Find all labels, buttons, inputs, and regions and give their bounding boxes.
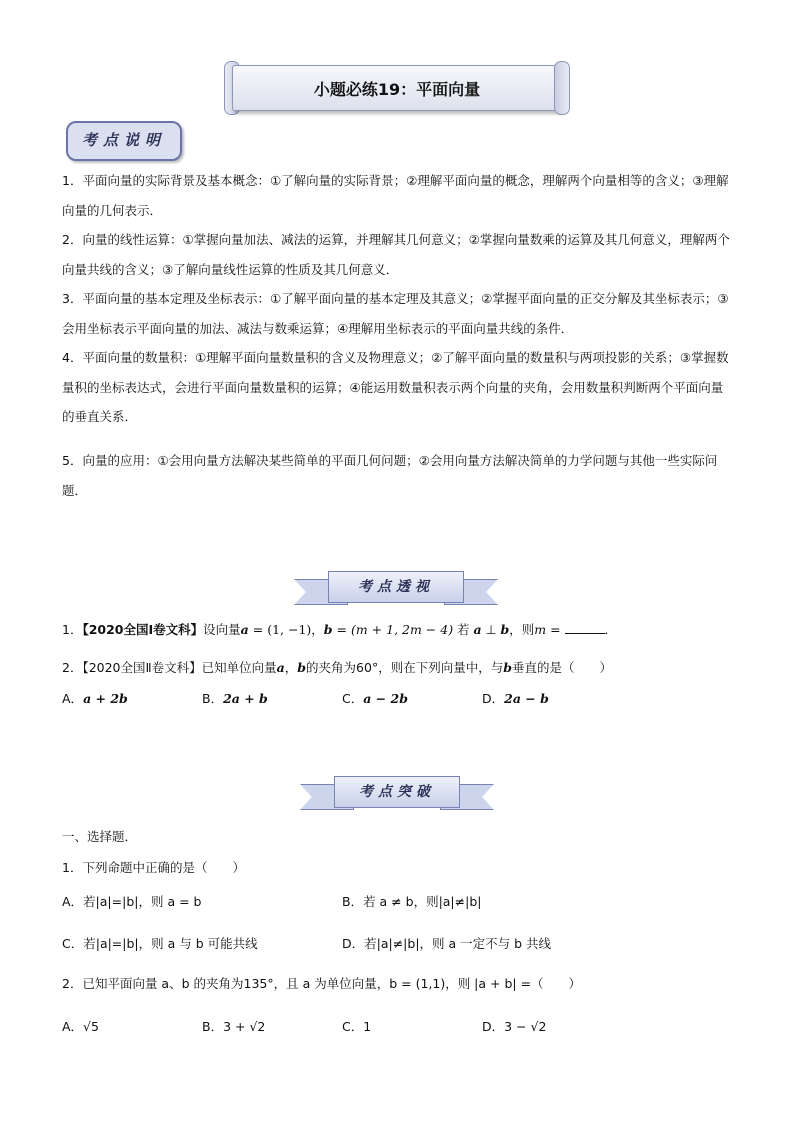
q2-vector-b: b <box>297 660 307 675</box>
q1-text-3: ，则 <box>509 622 535 637</box>
q2-option-b-label: B． <box>202 691 224 706</box>
q2-option-a-expr: a + 2b <box>83 691 128 706</box>
q3-option-b[interactable]: B．若 a ≠ b，则|a|≠|b| <box>342 894 482 909</box>
question-4: 2．已知平面向量 a、b 的夹角为135°，且 a 为单位向量，b = (1,1)，则 |a + b| =（ ） <box>62 976 582 991</box>
explanation-item-5: 5．向量的应用：①会用向量方法解决某些简单的平面几何问题；②会用向量方法解决简单的力学问题与其他一些实际问题． <box>62 453 718 498</box>
q2-vector-a: a <box>276 660 285 675</box>
q2-mid: 的夹角为60°，则在下列向量中，与 <box>306 660 504 675</box>
q1-var-m: m <box>534 622 547 637</box>
q2-option-c[interactable] <box>342 689 408 707</box>
q1-eq-b: = (m + 1, 2m − 4) <box>332 622 454 637</box>
q1-number: 1． <box>62 622 83 637</box>
q2-option-d-label: D． <box>482 691 505 706</box>
section-badge-explanation: 考点说明 <box>66 121 182 161</box>
q1-source: 【2020全国Ⅰ卷文科】 <box>82 622 204 637</box>
q1-vector-a: a <box>240 622 249 637</box>
question-3: 1．下列命题中正确的是（ ） <box>62 860 245 875</box>
q2-option-c-label: C． <box>342 691 364 706</box>
answer-blank[interactable] <box>565 621 605 634</box>
ribbon-perspective <box>294 571 498 605</box>
ribbon-label: 考点突破 <box>334 776 460 808</box>
q2-option-b-expr: 2a + b <box>223 691 268 706</box>
q2-stem: 2．【2020全国Ⅱ卷文科】已知单位向量 <box>62 660 277 675</box>
q1-end: ． <box>604 622 618 637</box>
q1-text-1: 设向量 <box>203 622 241 637</box>
q1-eq-a: = (1, −1)， <box>248 622 324 637</box>
q4-option-c[interactable]: C．1 <box>342 1019 372 1034</box>
question-1 <box>62 620 617 638</box>
q2-option-d[interactable] <box>482 689 549 707</box>
title-scroll <box>224 59 570 117</box>
q4-option-d[interactable]: D．3 − √2 <box>482 1019 547 1034</box>
explanation-item-4: 4．平面向量的数量积：①理解平面向量数量积的含义及物理意义；②了解平面向量的数量积与两项投影的关系；③掌握数量积的坐标表达式，会进行平面向量数量积的运算；④能运用数量积表示两个向量的夹角，会用数量积判断两个平面向量的垂直关系． <box>62 350 729 424</box>
q2-option-d-expr: 2a − b <box>504 691 549 706</box>
q2-vector-b-2: b <box>503 660 512 675</box>
q3-option-a[interactable]: A．若|a|=|b|，则 a = b <box>62 894 202 909</box>
q2-option-c-expr: a − 2b <box>363 691 408 706</box>
q2-option-a-label: A． <box>62 691 84 706</box>
explanation-item-1: 1．平面向量的实际背景及基本概念：①了解向量的实际背景；②理解平面向量的概念，理解两个向量相等的含义；③理解向量的几何表示． <box>62 173 729 218</box>
q4-option-a[interactable]: A．√5 <box>62 1019 99 1034</box>
q3-option-d[interactable]: D．若|a|≠|b|，则 a 一定不与 b 共线 <box>342 936 552 951</box>
ribbon-label: 考点透视 <box>328 571 464 603</box>
question-2: 2．【2020全国Ⅱ卷文科】已知单位向量a，b的夹角为60°，则在下列向量中，与b垂直的是（ ） <box>62 660 612 675</box>
ribbon-breakthrough <box>300 776 494 810</box>
section-heading: 一、选择题． <box>62 829 138 844</box>
page-title: 小题必练19：平面向量 <box>313 80 481 99</box>
q2-option-b[interactable] <box>202 689 268 707</box>
q2-option-a[interactable] <box>62 689 128 707</box>
q1-vector-a-2: a <box>473 622 482 637</box>
q1-text-2: 若 <box>453 622 474 637</box>
explanation-item-2: 2．向量的线性运算：①掌握向量加法、减法的运算，并理解其几何意义；②掌握向量数乘的运算及其几何意义，理解两个向量共线的含义；③了解向量线性运算的性质及其几何意义． <box>62 232 730 277</box>
explanation-item-3: 3．平面向量的基本定理及坐标表示：①了解平面向量的基本定理及其意义；②掌握平面向量的正交分解及其坐标表示；③会用坐标表示平面向量的加法、减法与数乘运算；④理解用坐标表示的平面向量共线的条件． <box>62 291 729 336</box>
q1-vector-b: b <box>323 622 333 637</box>
q1-vector-b-2: b <box>500 622 510 637</box>
q1-text-4: = <box>546 622 565 637</box>
q4-option-b[interactable]: B．3 + √2 <box>202 1019 266 1034</box>
q1-perp: ⊥ <box>481 622 501 637</box>
q2-tail: 垂直的是（ ） <box>511 660 612 675</box>
q3-option-c[interactable]: C．若|a|=|b|，则 a 与 b 可能共线 <box>62 936 258 951</box>
